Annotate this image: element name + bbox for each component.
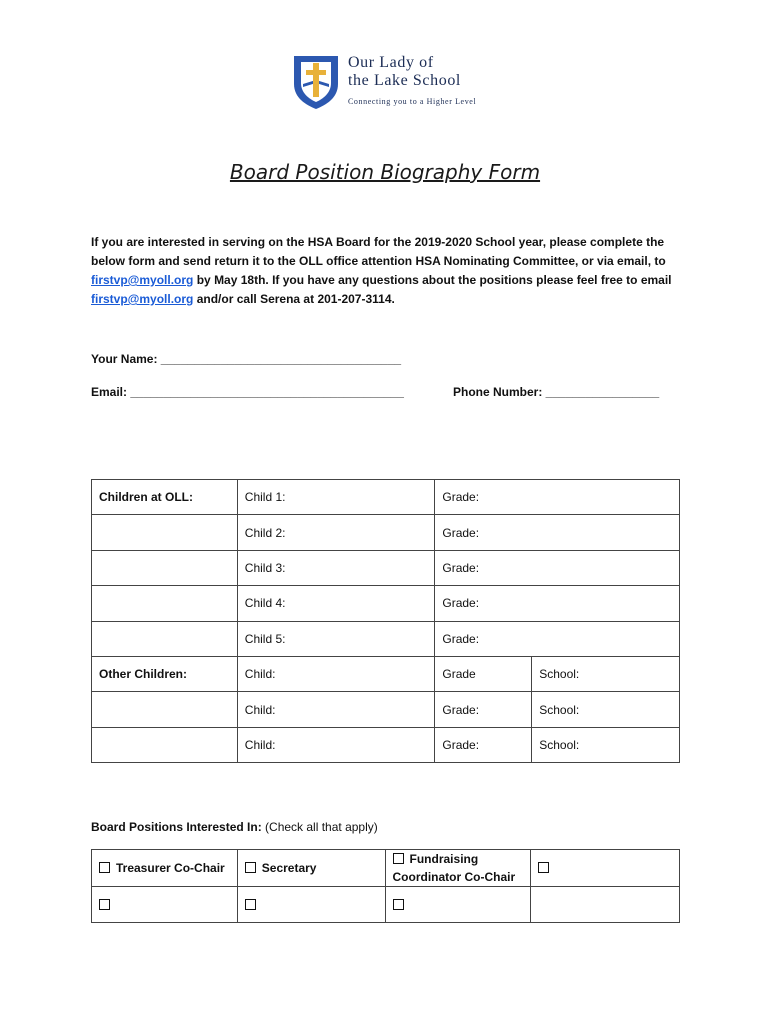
empty-cell xyxy=(92,515,238,550)
positions-table xyxy=(91,849,680,923)
intro-text-1: If you are interested in serving on the HSA Board for the 2019-2020 School year, please complete the below form and send return it to the OLL office attention HSA Nominating Committee, or via email, to xyxy=(91,235,666,268)
child-cell[interactable]: Child: xyxy=(237,692,435,727)
school-cell[interactable]: School: xyxy=(532,656,680,691)
grade-cell[interactable]: Grade: xyxy=(435,727,532,762)
position-option[interactable] xyxy=(92,887,238,923)
child-cell[interactable]: Child 3: xyxy=(237,550,435,585)
grade-cell[interactable]: Grade: xyxy=(435,550,680,585)
empty-cell xyxy=(92,621,238,656)
position-label: Treasurer Co-Chair xyxy=(116,861,225,875)
position-option[interactable] xyxy=(531,887,680,923)
empty-cell xyxy=(92,727,238,762)
empty-cell xyxy=(92,550,238,585)
email-field[interactable]: Email: _________________________________________ xyxy=(91,385,404,399)
position-label: Secretary xyxy=(261,861,317,875)
table-row xyxy=(92,480,680,515)
table-row xyxy=(92,887,680,923)
logo-name-line1: Our Lady of xyxy=(348,54,434,71)
page-title: Board Position Biography Form xyxy=(229,160,541,184)
other-children-label: Other Children: xyxy=(92,656,238,691)
children-table xyxy=(91,479,680,763)
logo-name-line2: the Lake School xyxy=(348,72,461,89)
position-option[interactable] xyxy=(237,887,385,923)
child-cell[interactable]: Child 2: xyxy=(237,515,435,550)
table-row xyxy=(92,727,680,762)
positions-heading-bold: Board Positions Interested In: xyxy=(91,820,262,834)
intro-text-3: and/or call Serena at 201-207-3114. xyxy=(193,292,395,306)
intro-text-2: by May 18th. If you have any questions about the positions please feel free to email xyxy=(193,273,672,287)
email-link-1[interactable]: firstvp@myoll.org xyxy=(91,273,194,287)
positions-heading-note: (Check all that apply) xyxy=(261,820,378,834)
phone-field[interactable]: Phone Number: _________________ xyxy=(453,385,660,399)
name-field[interactable]: Your Name: ____________________________________ xyxy=(91,352,402,366)
grade-cell[interactable]: Grade: xyxy=(435,480,680,515)
grade-cell[interactable]: Grade: xyxy=(435,692,532,727)
child-cell[interactable]: Child: xyxy=(237,727,435,762)
children-oll-label: Children at OLL: xyxy=(92,480,238,515)
checkbox-icon[interactable] xyxy=(393,899,404,910)
table-row xyxy=(92,515,680,550)
table-row xyxy=(92,550,680,585)
checkbox-icon[interactable] xyxy=(99,899,110,910)
child-cell[interactable]: Child 1: xyxy=(237,480,435,515)
grade-cell[interactable]: Grade: xyxy=(435,515,680,550)
table-row xyxy=(92,692,680,727)
email-link-2[interactable]: firstvp@myoll.org xyxy=(91,292,194,306)
empty-cell xyxy=(92,692,238,727)
position-option[interactable] xyxy=(531,850,680,887)
position-option[interactable] xyxy=(385,887,531,923)
table-row xyxy=(92,850,680,887)
table-row xyxy=(92,656,680,691)
child-cell[interactable]: Child 5: xyxy=(237,621,435,656)
child-cell[interactable]: Child: xyxy=(237,656,435,691)
school-cell[interactable]: School: xyxy=(532,727,680,762)
intro-paragraph xyxy=(91,233,691,309)
school-cell[interactable]: School: xyxy=(532,692,680,727)
checkbox-icon[interactable] xyxy=(245,862,256,873)
checkbox-icon[interactable] xyxy=(99,862,110,873)
shield-cross-icon xyxy=(292,54,340,110)
checkbox-icon[interactable] xyxy=(538,862,549,873)
table-row xyxy=(92,586,680,621)
grade-cell[interactable]: Grade: xyxy=(435,621,680,656)
positions-heading xyxy=(91,820,378,834)
position-option[interactable] xyxy=(237,850,385,887)
grade-cell[interactable]: Grade xyxy=(435,656,532,691)
position-option[interactable] xyxy=(385,850,531,887)
position-option[interactable] xyxy=(92,850,238,887)
checkbox-icon[interactable] xyxy=(245,899,256,910)
logo-tagline: Connecting you to a Higher Level xyxy=(348,97,477,106)
grade-cell[interactable]: Grade: xyxy=(435,586,680,621)
table-row xyxy=(92,621,680,656)
child-cell[interactable]: Child 4: xyxy=(237,586,435,621)
empty-cell xyxy=(92,586,238,621)
school-logo xyxy=(292,54,492,110)
position-label: Fundraising Coordinator Co-Chair xyxy=(392,852,516,884)
checkbox-icon[interactable] xyxy=(393,853,404,864)
